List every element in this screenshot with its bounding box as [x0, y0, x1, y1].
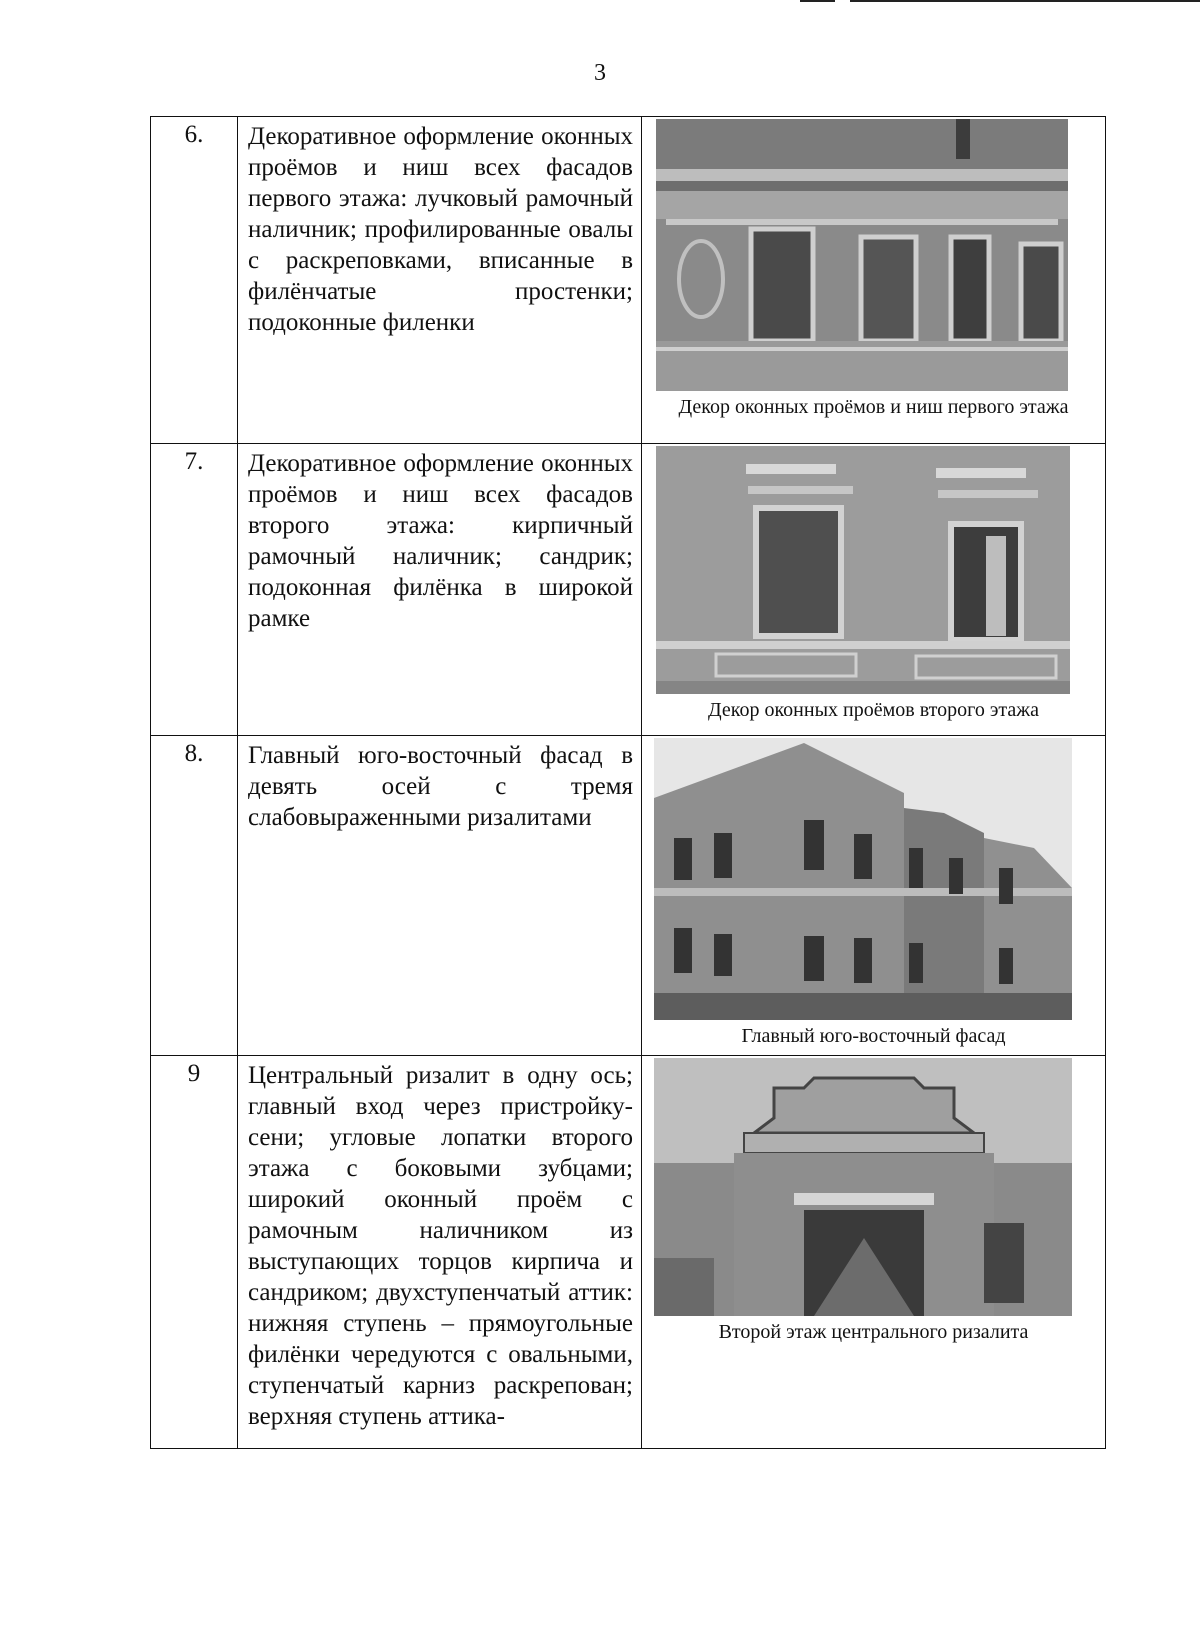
- photo-cell: [642, 736, 1106, 1056]
- photo-caption: Декор оконных проёмов и ниш первого этажа: [678, 396, 1069, 418]
- page-number: 3: [594, 60, 606, 86]
- row-number: 8.: [151, 736, 238, 1056]
- photo-first-floor-windows: [656, 119, 1068, 391]
- photo-second-floor-windows: [656, 446, 1070, 694]
- row-number: 6.: [151, 117, 238, 444]
- heritage-elements-table: [150, 116, 1106, 1449]
- row-description: Центральный ризалит в одну ось; главный вход через пристройку-сени; угловые лопатки второго этажа с боковыми зубцами; широкий оконный проём с рамочным наличником из выступающих торцов кирпича и сандриком; двухступенчатый аттик: нижняя ступень – прямоугольные филёнки чередуются с овальными, ступенчатый карниз раскрепован; верхняя ступень аттика-: [238, 1056, 642, 1449]
- row-description: Декоративное оформление оконных проёмов и ниш всех фасадов первого этажа: лучковый рамочный наличник; профилированные овалы с раскреповками, вписанные в филёнчатые простенки; подоконные филенки: [238, 117, 642, 444]
- table-row: [151, 117, 1106, 444]
- row-description: Главный юго-восточный фасад в девять осей с тремя слабовыраженными ризалитами: [238, 736, 642, 1056]
- top-rule-right: [850, 0, 1200, 2]
- photo-caption: Главный юго-восточный фасад: [741, 1025, 1006, 1047]
- table-row: [151, 736, 1106, 1056]
- table-row: [151, 1056, 1106, 1449]
- photo-southeast-facade: [654, 738, 1072, 1020]
- photo-cell: [642, 444, 1106, 736]
- photo-caption: Декор оконных проёмов второго этажа: [708, 699, 1039, 721]
- photo-caption: Второй этаж центрального ризалита: [718, 1321, 1029, 1343]
- top-rule-left: [800, 0, 835, 2]
- row-number: 7.: [151, 444, 238, 736]
- photo-central-risalit: [654, 1058, 1072, 1316]
- row-number: 9: [151, 1056, 238, 1449]
- photo-cell: [642, 117, 1106, 444]
- row-description: Декоративное оформление оконных проёмов и ниш всех фасадов второго этажа: кирпичный рамочный наличник; сандрик; подоконная филёнка в широкой рамке: [238, 444, 642, 736]
- photo-cell: [642, 1056, 1106, 1449]
- table-row: [151, 444, 1106, 736]
